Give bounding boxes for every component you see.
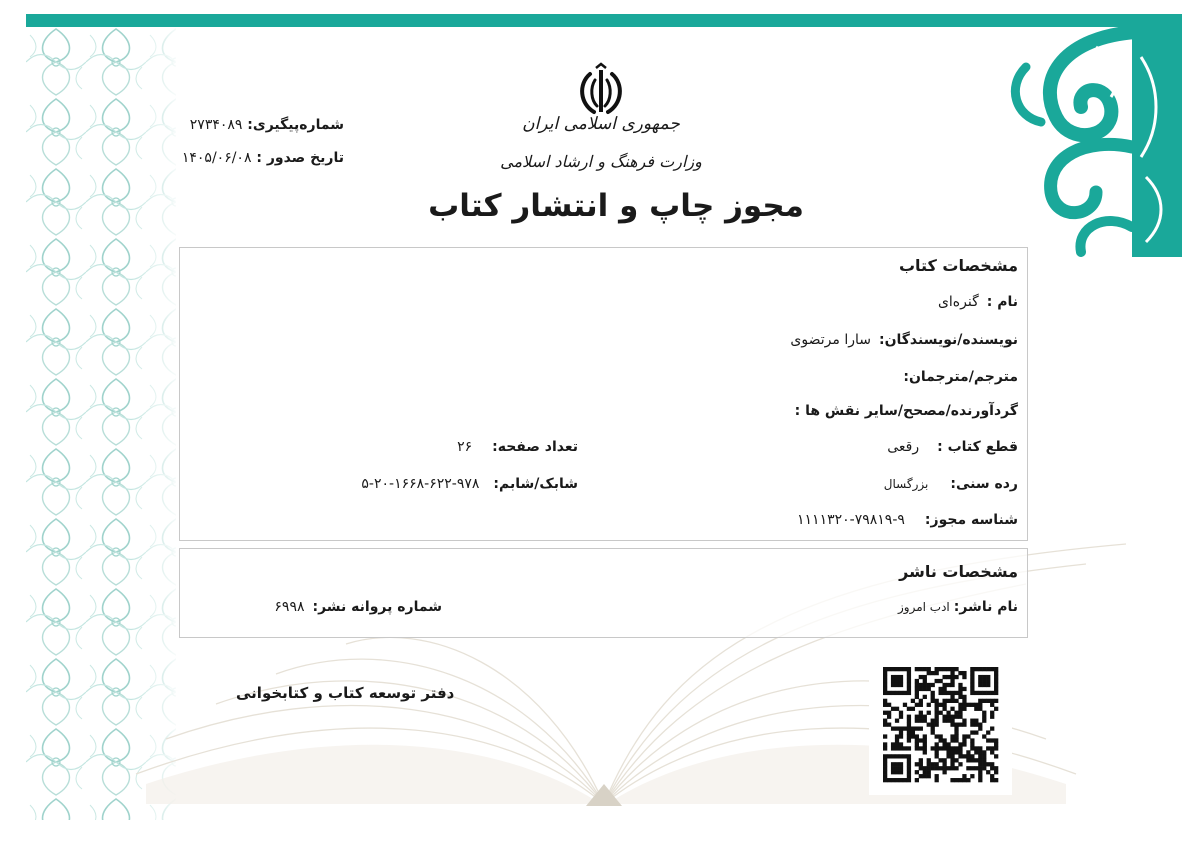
age-group-field [884,476,1018,492]
issue-date [182,150,344,166]
corner-ornament [946,27,1182,257]
compiler-field [795,403,1018,419]
isbn-value: ۹۷۸-۶۲۲-۱۶۶۸-۲۰-۵ [361,476,480,492]
publisher-license-field [274,599,442,615]
pages-field [457,439,578,455]
book-name-value: گنره‌ای [937,294,979,310]
publisher-name-value: ادب امروز [897,600,950,614]
certificate-page [26,14,1182,820]
format-label: قطع کتاب : [937,439,1018,455]
translator-field [903,369,1018,385]
tracking-value: ۲۷۳۴۰۸۹ [189,117,243,133]
author-value: سارا مرتضوی [790,332,871,348]
permit-id-value: ۹-۷۹۸۱۹-۱۱۱۱۳۲۰ [797,512,905,528]
country-name: جمهوری اسلامی ایران [522,114,680,134]
iran-emblem-icon [572,62,630,120]
book-name-field [938,294,1018,310]
age-group-label: رده سنی: [950,476,1018,492]
ministry-name: وزارت فرهنگ و ارشاد اسلامی [500,152,702,171]
pages-label: تعداد صفحه: [492,439,578,455]
qr-code-icon [869,654,1012,795]
publisher-name-field [898,599,1018,615]
publisher-name-label: نام ناشر: [953,599,1018,615]
publisher-section-title: مشخصات ناشر [899,562,1018,581]
permit-id-field [797,512,1018,528]
translator-label: مترجم/مترجمان: [903,369,1018,385]
isbn-field [361,476,578,492]
issuing-office: دفتر توسعه کتاب و کتابخوانی [236,684,455,702]
issue-date-value: ۱۴۰۵/۰۶/۰۸ [181,150,252,166]
format-value: رقعی [887,439,920,455]
qr-code[interactable] [869,654,1012,795]
book-name-label: نام : [986,294,1018,310]
pages-value: ۲۶ [457,439,473,455]
book-details-panel [179,247,1028,541]
author-field [790,332,1018,348]
book-section-title: مشخصات کتاب [898,256,1018,275]
author-label: نویسنده/نویسندگان: [878,332,1018,348]
top-teal-bar [26,14,1182,27]
isbn-label: شابک/شابم: [493,476,578,492]
page-title: مجوز چاپ و انتشار کتاب [428,188,804,224]
age-group-value: بزرگسال [883,477,929,491]
tracking-label: شماره‌پیگیری: [247,117,344,133]
format-field [887,439,1018,455]
publisher-license-label: شماره پروانه نشر: [312,599,442,615]
publisher-license-value: ۶۹۹۸ [274,599,305,615]
permit-id-label: شناسه مجوز: [924,512,1018,528]
tracking-number [190,117,344,133]
compiler-label: گردآورنده/مصحح/سایر نقش ها : [794,403,1018,419]
issue-date-label: تاریخ صدور : [256,150,344,166]
